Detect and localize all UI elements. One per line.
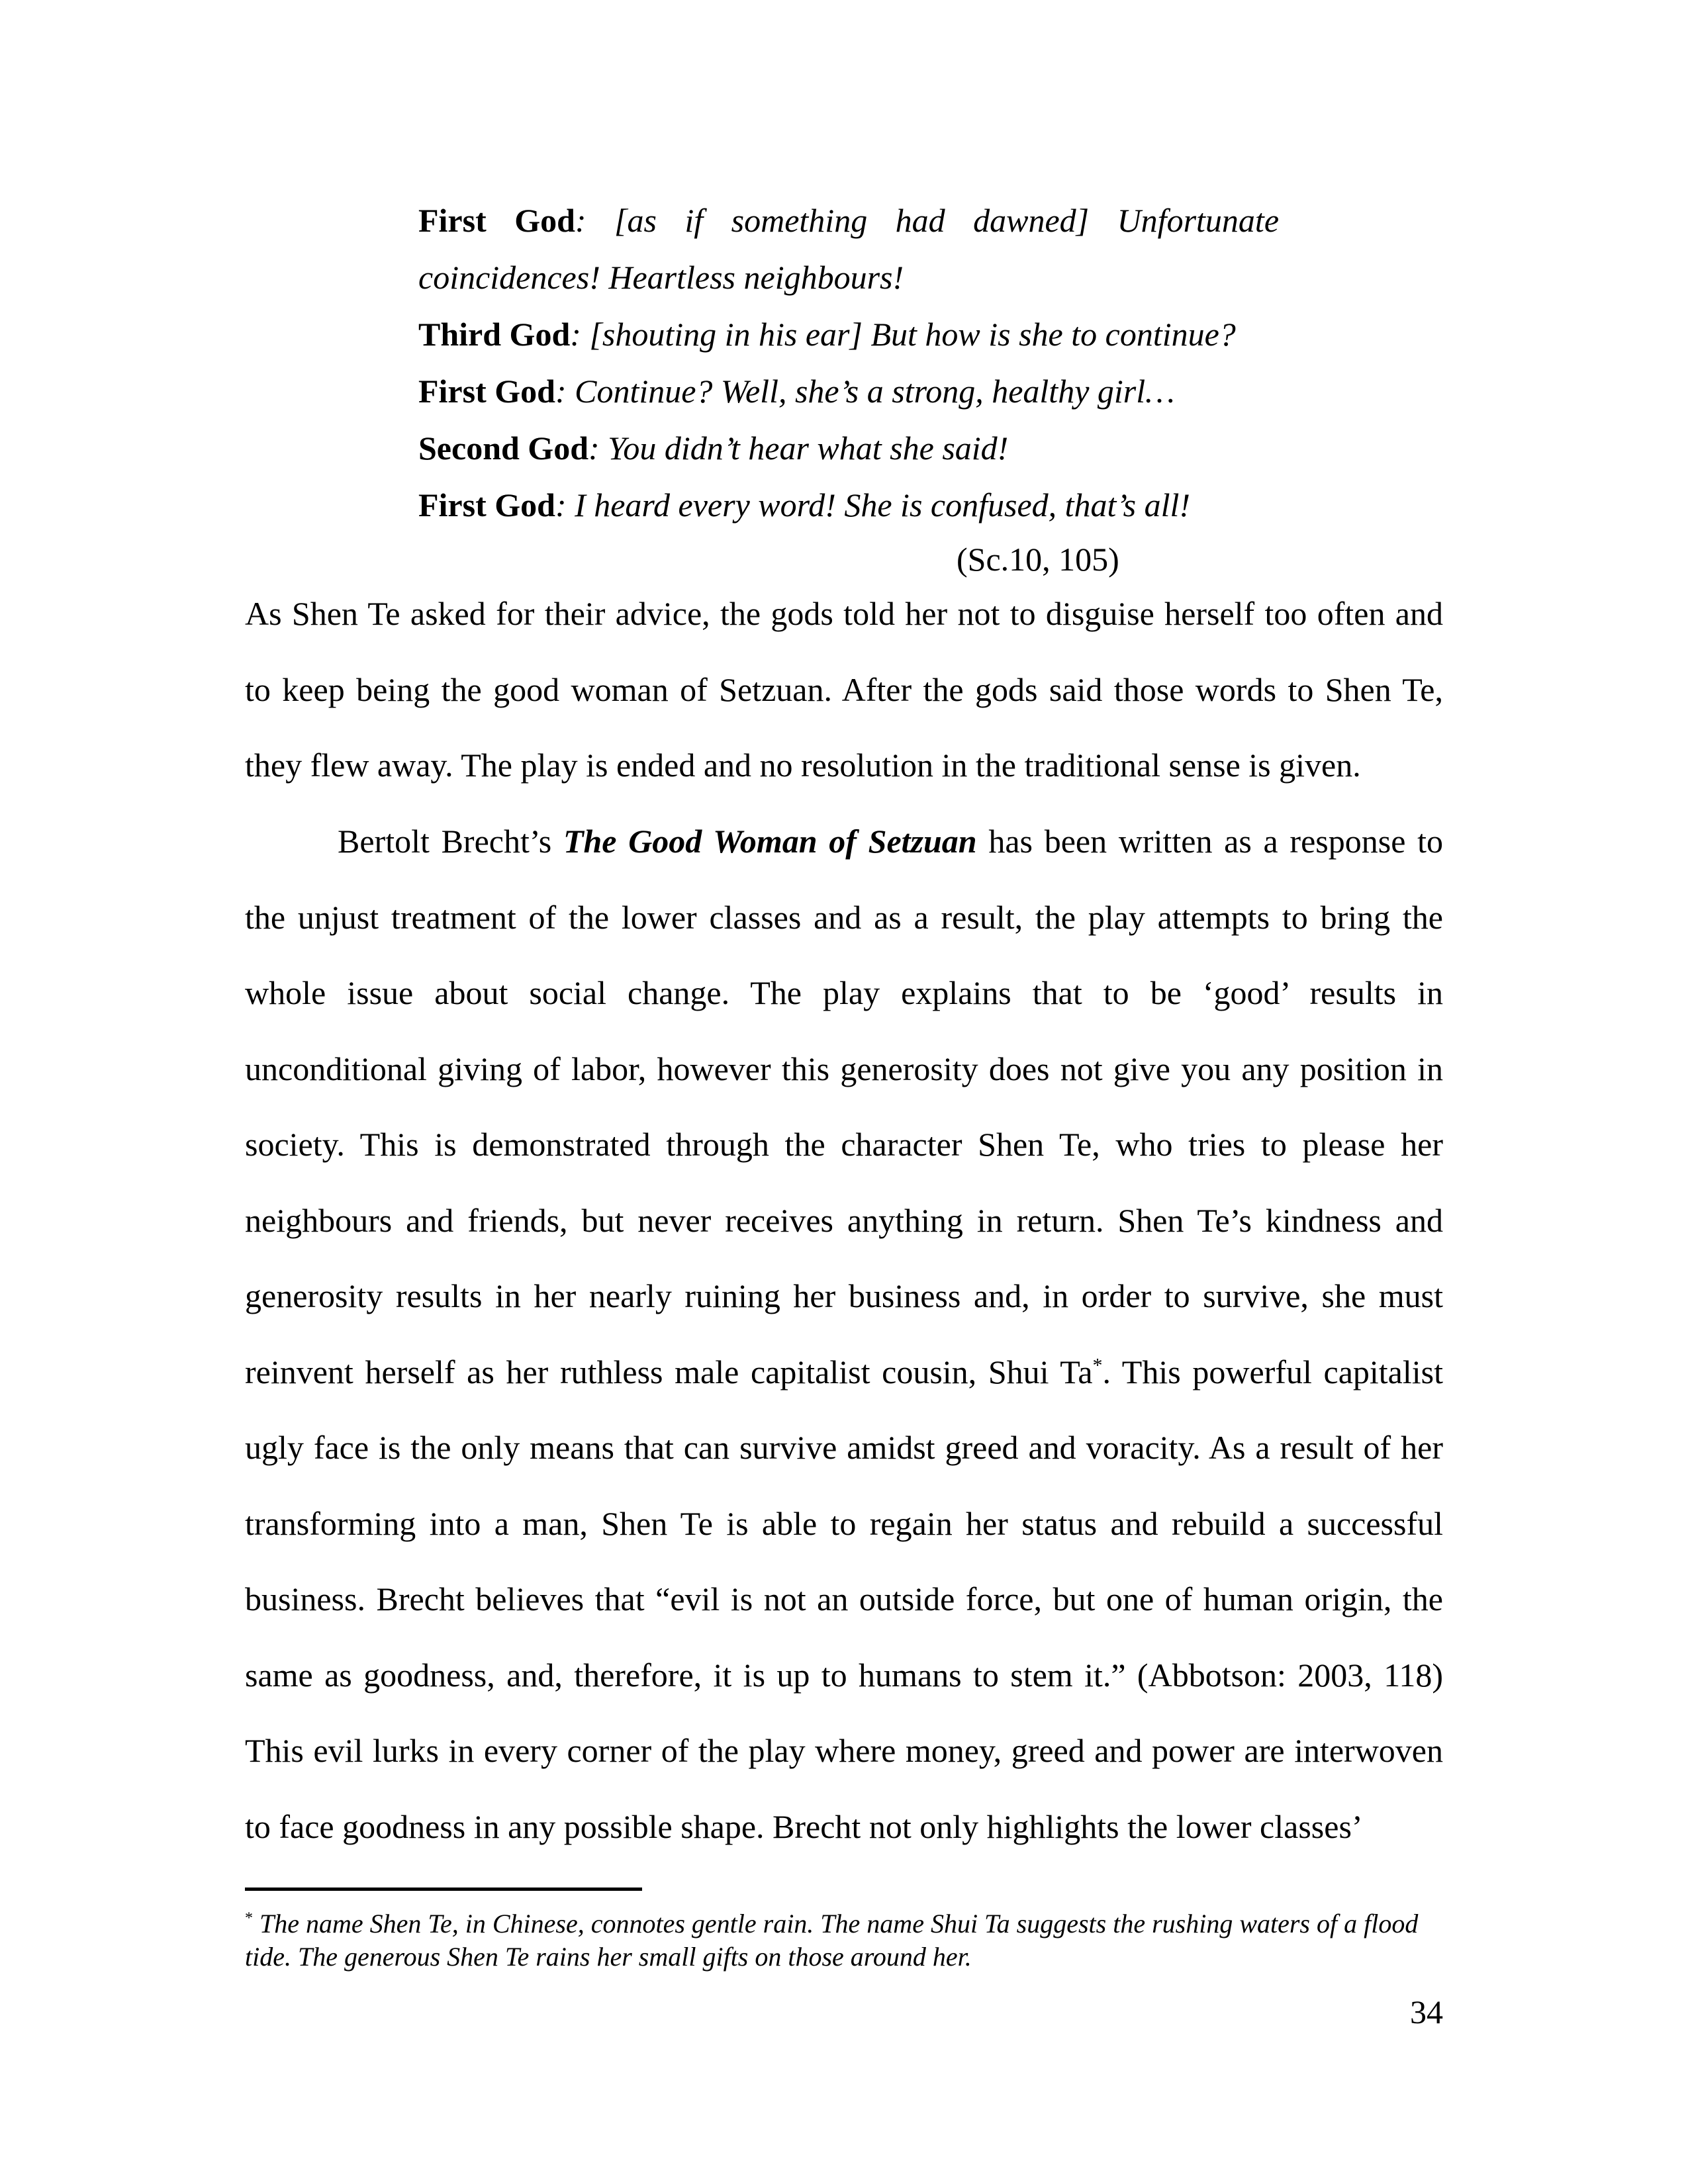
speaker-name: First God xyxy=(418,486,555,523)
footnote-separator xyxy=(245,1888,642,1891)
speaker-separator: : xyxy=(588,430,608,467)
speaker-name: First God xyxy=(418,373,555,410)
dialogue-text: [shouting in his ear] But how is she to continue? xyxy=(589,316,1236,353)
speaker-separator: : xyxy=(570,316,590,353)
dialogue-line-3 xyxy=(418,306,1279,363)
dialogue-text: Continue? Well, she’s a strong, healthy girl… xyxy=(575,373,1175,410)
dialogue-text: I heard every word! She is confused, that’s all! xyxy=(575,486,1191,523)
dialogue-quote xyxy=(418,192,1279,533)
speaker-separator: : xyxy=(555,373,575,410)
speaker-name: First God xyxy=(418,202,575,239)
dialogue-line-2 xyxy=(418,249,1279,306)
footnote-text: The name Shen Te, in Chinese, connotes gentle rain. The name Shui Ta suggests the rushing waters of a flood tide. The generous Shen Te rains her small gifts on those around her. xyxy=(245,1909,1419,1972)
dialogue-line-4 xyxy=(418,363,1279,420)
speaker-name: Second God xyxy=(418,430,589,467)
dialogue-line-6 xyxy=(418,477,1279,533)
footnote-marker: * xyxy=(245,1909,253,1927)
dialogue-continuation: coincidences! Heartless neighbours! xyxy=(418,259,904,296)
body-paragraph-1: As Shen Te asked for their advice, the gods told her not to disguise herself too often and to keep being the good woman of Setzuan. After the gods said those words to Shen Te, they flew away. The play is ended and no resolution in the traditional sense is given. xyxy=(245,595,1443,784)
speaker-name: Third God xyxy=(418,316,571,353)
page-number: 34 xyxy=(1410,1993,1443,2030)
speaker-separator: : xyxy=(555,486,575,523)
dialogue-line-5 xyxy=(418,420,1279,477)
dialogue-text: You didn’t hear what she said! xyxy=(608,430,1009,467)
body-paragraph-2 xyxy=(245,803,1443,1864)
paragraph-text: . This powerful capitalist ugly face is the only means that can survive amidst greed and voracity. As a result of her transforming into a man, Shen Te is able to regain her status and rebuild a successful business. Brecht believes that “evil is not an outside force, but one of human origin, the same as goodness, and, therefore, it is up to humans to stem it.” (Abbotson: 2003, 118) This evil lurks in every corner of the play where money, greed and power are interwoven to face goodness in any possible shape. Brecht not only highlights the lower classes’ xyxy=(245,1353,1443,1845)
paragraph-text: has been written as a response to the unjust treatment of the lower classes and as a result, the play attempts to bring the whole issue about social change. The play explains that to be ‘good’ results in unconditional giving of labor, however this generosity does not give you any position in society. This is demonstrated through the character Shen Te, who tries to please her neighbours and friends, but never receives anything in return. Shen Te’s kindness and generosity results in her nearly ruining her business and, in order to survive, she must reinvent herself as her ruthless male capitalist cousin, Shui Ta xyxy=(245,823,1443,1390)
quote-citation: (Sc.10, 105) xyxy=(957,541,1119,578)
play-title: The Good Woman of Setzuan xyxy=(563,823,977,860)
dialogue-text: [as if something had dawned] Unfortunate xyxy=(614,202,1280,239)
footnote xyxy=(245,1907,1443,1974)
speaker-separator: : xyxy=(575,202,615,239)
footnote-reference[interactable]: * xyxy=(1092,1353,1103,1376)
dialogue-line-1 xyxy=(418,192,1279,249)
paragraph-text: Bertolt Brecht’s xyxy=(338,823,563,860)
